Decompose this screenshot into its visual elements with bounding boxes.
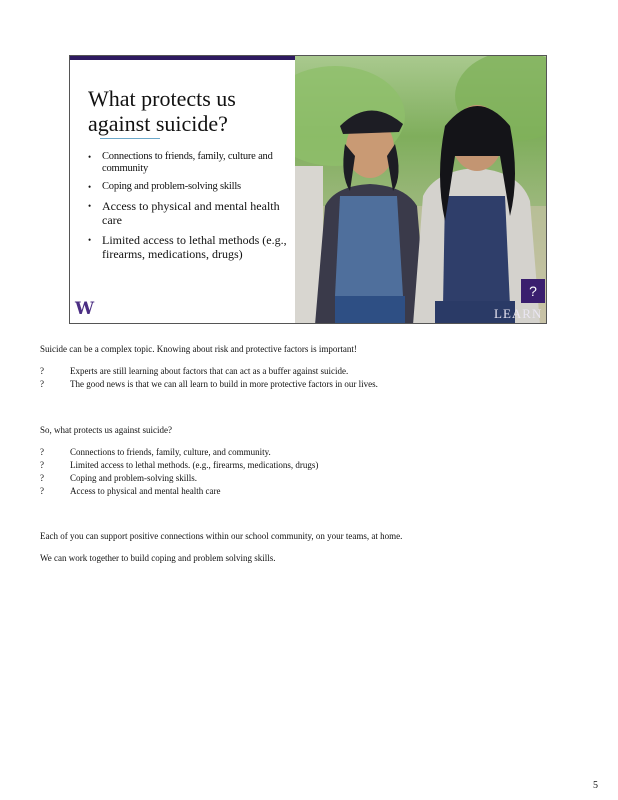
unknown-bullet-glyph: ? <box>40 473 44 483</box>
notes-closing-1: Each of you can support positive connections within our school community, on your teams, at home. <box>40 531 403 541</box>
slide-bullet-text: Limited access to lethal methods (e.g., firearms, medications, drugs) <box>102 233 287 261</box>
list-item <box>40 378 600 391</box>
list-item <box>40 472 600 485</box>
bullet-marker: • <box>88 152 91 162</box>
bullet-marker: • <box>88 235 92 245</box>
list-item-text: The good news is that we can all learn to build in more protective factors in our lives. <box>70 379 378 389</box>
notes-closing-2: We can work together to build coping and problem solving skills. <box>40 553 276 563</box>
learn-watermark: LEARN <box>494 306 543 321</box>
slide-bullet <box>88 199 298 227</box>
university-logo: W <box>75 299 95 319</box>
bullet-marker: • <box>88 182 91 192</box>
slide-bullet <box>88 181 298 193</box>
help-icon: ? <box>521 279 545 303</box>
unknown-bullet-glyph: ? <box>40 460 44 470</box>
list-item-text: Access to physical and mental health care <box>70 486 221 496</box>
slide-photo <box>295 56 547 324</box>
list-item <box>40 485 600 498</box>
unknown-bullet-glyph: ? <box>40 447 44 457</box>
slide-bullet-list <box>88 151 298 267</box>
list-item-text: Coping and problem-solving skills. <box>70 473 197 483</box>
slide-thumbnail <box>69 55 547 324</box>
notes-question: So, what protects us against suicide? <box>40 425 172 435</box>
slide-title: What protects us against suicide? <box>88 86 236 136</box>
list-item <box>40 446 600 459</box>
list-item-text: Experts are still learning about factors that can act as a buffer against suicide. <box>70 366 349 376</box>
protective-factors-list <box>40 446 600 498</box>
unknown-bullet-glyph: ? <box>40 379 44 389</box>
bullet-marker: • <box>88 201 92 211</box>
title-underline <box>100 138 160 139</box>
list-item-text: Limited access to lethal methods. (e.g., firearms, medications, drugs) <box>70 460 319 470</box>
notes-intro-list <box>40 365 600 391</box>
speaker-notes <box>40 343 600 565</box>
two-girls-photo-illustration <box>295 56 547 324</box>
slide-bullet-text: Connections to friends, family, culture and community <box>102 151 273 174</box>
slide-bullet-text: Coping and problem-solving skills <box>102 181 241 192</box>
slide-bullet <box>88 233 298 261</box>
unknown-bullet-glyph: ? <box>40 486 44 496</box>
slide-bullet-text: Access to physical and mental health care <box>102 199 280 227</box>
unknown-bullet-glyph: ? <box>40 366 44 376</box>
list-item <box>40 365 600 378</box>
slide-bullet <box>88 151 298 175</box>
list-item <box>40 459 600 472</box>
notes-intro: Suicide can be a complex topic. Knowing about risk and protective factors is important! <box>40 344 357 354</box>
page-number: 5 <box>593 780 598 791</box>
slide-accent-bar <box>70 56 295 60</box>
list-item-text: Connections to friends, family, culture, and community. <box>70 447 271 457</box>
